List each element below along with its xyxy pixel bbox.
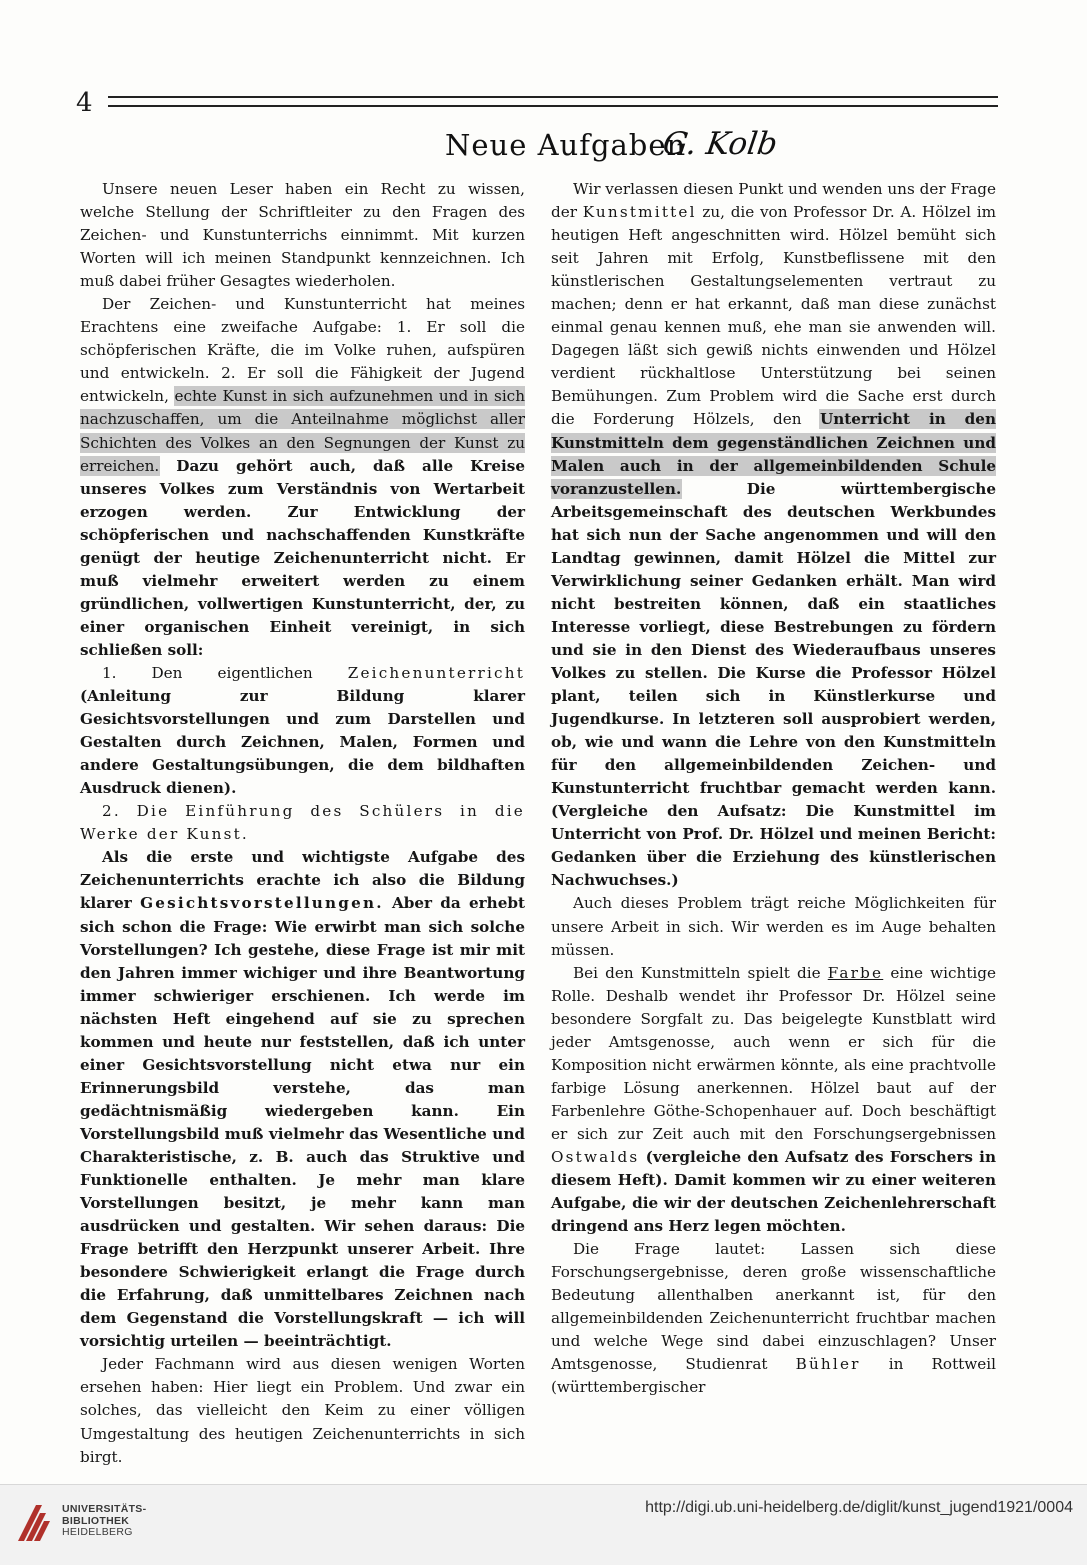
paragraph: Jeder Fachmann wird aus diesen wenigen Worten ersehen haben: Hier liegt ein Problem. Und zwar ein solches, das vielleicht den Keim zu einer völligen Umgestaltung des heutigen Zeichenunterrichts in sich birgt. [80,1355,525,1466]
paragraph: Der Zeichen- und Kunstunterricht hat meines Erachtens eine zweifache Aufgabe: 1. Er soll die schöpferischen Kräfte, die im Volke ruhen, aufspüren und entwickeln. 2. Er soll die Fähigkeit der Jugend entwickeln, echte Kunst in sich aufzunehmen und in sich nachzuschaffen, um die Anteilnahme möglichst aller Schichten des Volkes an den Segnungen der Kunst zu erreichen. Dazu gehört auch, daß alle Kreise unseres Volkes zum Verständnis von Wertarbeit erzogen werden. Zur Entwicklung der schöpferischen und nachschaffenden Kunstkräfte genügt der heutige Zeichenunterricht nicht. Er muß vielmehr erweitert werden zu einem gründlichen, vollwertigen Kunstunterricht, der, zu einer organischen Einheit vereinigt, in sich schließen soll: [80,295,525,659]
paragraph: Auch dieses Problem trägt reiche Möglichkeiten für unsere Arbeit in sich. Wir werden es im Auge behalten müssen. [551,894,996,959]
paragraph: Unsere neuen Leser haben ein Recht zu wissen, welche Stellung der Schriftleiter zu den Fragen des Zeichen- und Kunstunterrichs einnimmt. Mit kurzen Worten will ich meinen Standpunkt kennzeichnen. Ich muß dabei früher Gesagtes wiederholen. [80,180,525,291]
paragraph: Als die erste und wichtigste Aufgabe des Zeichenunterrichts erachte ich also die Bildung klarer Gesichtsvorstellungen. Aber da erhebt sich schon die Frage: Wie erwirbt man sich solche Vorstellungen? Ich gestehe, diese Frage ist mir mit den Jahren immer wichiger und ihre Beantwortung immer schwieriger erschienen. Ich werde im nächsten Heft eingehend auf sie zu sprechen kommen und heute nur feststellen, daß ich unter einer Gesichtsvorstellung nicht etwa nur ein Erinnerungsbild verstehe, das man gedächtnismäßig wiedergeben kann. Ein Vorstellungsbild muß vielmehr das Wesentliche und Charakteristische, z. B. auch das Struktive und Funktionelle enthalten. Je mehr man klare Vorstellungen besitzt, je mehr kann man ausdrücken und gestalten. Wir sehen daraus: Die Frage betrifft den Herzpunkt unserer Arbeit. Ihre besondere Schwierigkeit erlangt die Frage durch die Erfahrung, daß unmittelbares Zeichnen nach dem Gegenstand die Vorstellungskraft — ich will vorsichtig urteilen — beeinträchtigt. [80,848,525,1351]
article-title: Neue Aufgaben [445,128,687,162]
emphasis-spaced: Gesichtsvorstellungen. [140,894,384,913]
left-column [80,178,525,1469]
emphasis-spaced: Bühler [795,1355,861,1374]
emphasis-spaced: Kunstmittel [582,203,697,222]
library-footer [0,1484,1087,1565]
library-name: UNIVERSITÄTS- BIBLIOTHEK HEIDELBERG [62,1503,147,1538]
right-column [551,178,996,1399]
page-number: 4 [76,88,93,118]
emphasis-spaced: Zeichenunterricht [347,663,525,682]
paragraph: 1. Den eigentlichen Zeichenunterricht (Anleitung zur Bildung klarer Gesichtsvorstellungen und zum Darstellen und Gestalten durch Zeichnen, Malen, Formen und andere Gestaltungsübungen, die dem bildhaften Ausdruck dienen). [80,663,525,798]
highlighted-passage: echte Kunst in sich aufzunehmen und in sich nachzuschaffen, um die Anteilnahme möglichst aller Schichten des Volkes an den Segnungen der Kunst zu erreichen. [80,387,525,475]
emphasis-underlined: Farbe [827,963,884,982]
handwritten-signature: G. Kolb [660,126,780,162]
library-logo-icon [14,1499,54,1545]
paragraph: Wir verlassen diesen Punkt und wenden uns der Frage der Kunstmittel zu, die von Professor Dr. A. Hölzel im heutigen Heft angeschnitten wird. Hölzel bemüht sich seit Jahren mit Erfolg, Kunstbeflissene mit den künstlerischen Gestaltungselementen vertraut zu machen; denn er hat erkannt, daß man diese zunächst einmal genau kennen muß, ehe man sie anwenden will. Dagegen läßt sich gewiß nichts einwenden und Hölzel verdient rückhaltlose Unterstützung bei seinen Bemühungen. Zum Problem wird die Sache erst durch die Forderung Hölzels, den Unterricht in den Kunstmitteln dem gegenständlichen Zeichnen und Malen auch in der allgemeinbildenden Schule voranzustellen. Die württembergische Arbeitsgemeinschaft des deutschen Werkbundes hat sich nun der Sache angenommen und will den Landtag gewinnen, damit Hölzel die Mittel zur Verwirklichung seiner Gedanken erhält. Man wird nicht bestreiten können, daß ein staatliches Interesse vorliegt, diese Bestrebungen zu fördern und sie in den Dienst des Wiederaufbaus unseres Volkes zu stellen. Die Kurse die Professor Hölzel plant, teilen sich in Künstlerkurse und Jugendkurse. In letzteren soll ausprobiert werden, ob, wie und wann die Lehre von den Kunstmitteln für den allgemeinbildenden Zeichen- und Kunstunterricht fruchtbar gemacht werden kann. (Vergleiche den Aufsatz: Die Kunstmittel im Unterricht von Prof. Dr. Hölzel und meinen Bericht: Gedanken über die Erziehung des künstlerischen Nachwuchses.) [551,180,996,890]
paragraph: Die Frage lautet: Lassen sich diese Forschungsergebnisse, deren große wissenschaftliche Bedeutung allenthalben anerkannt ist, für den allgemeinbildenden Zeichenunterricht fruchtbar machen und welche Wege sind dabei einzuschlagen? Unser Amtsgenosse, Studienrat Bühler in Rottweil (württembergischer [551,1240,996,1397]
paragraph: Bei den Kunstmitteln spielt die Farbe eine wichtige Rolle. Deshalb wendet ihr Professor Dr. Hölzel seine besondere Sorgfalt zu. Das beigelegte Kunstblatt wird jeder Amtsgenosse, auch wenn er sich für die Komposition nicht erwärmen könnte, als eine prachtvolle farbige Lösung anerkennen. Hölzel baut auf der Farbenlehre Göthe-Schopenhauer auf. Doch beschäftigt er sich zur Zeit auch mit den Forschungsergebnissen Ostwalds (vergleiche den Aufsatz des Forschers in diesem Heft). Damit kommen wir zu einer weiteren Aufgabe, die wir der deutschen Zeichenlehrerschaft dringend ans Herz legen möchten. [551,963,996,1236]
source-url[interactable]: http://digi.ub.uni-heidelberg.de/diglit/kunst_jugend1921/0004 [645,1499,1073,1516]
highlighted-passage: Unterricht in den Kunstmitteln dem gegenständlichen Zeichnen und Malen auch in der allgemeinbildenden Schule voranzustellen. [551,410,996,498]
paragraph: 2. Die Einführung des Schülers in die Werke der Kunst. [80,802,525,844]
header-rule [108,96,998,107]
emphasis-spaced: Ostwalds [551,1147,640,1166]
